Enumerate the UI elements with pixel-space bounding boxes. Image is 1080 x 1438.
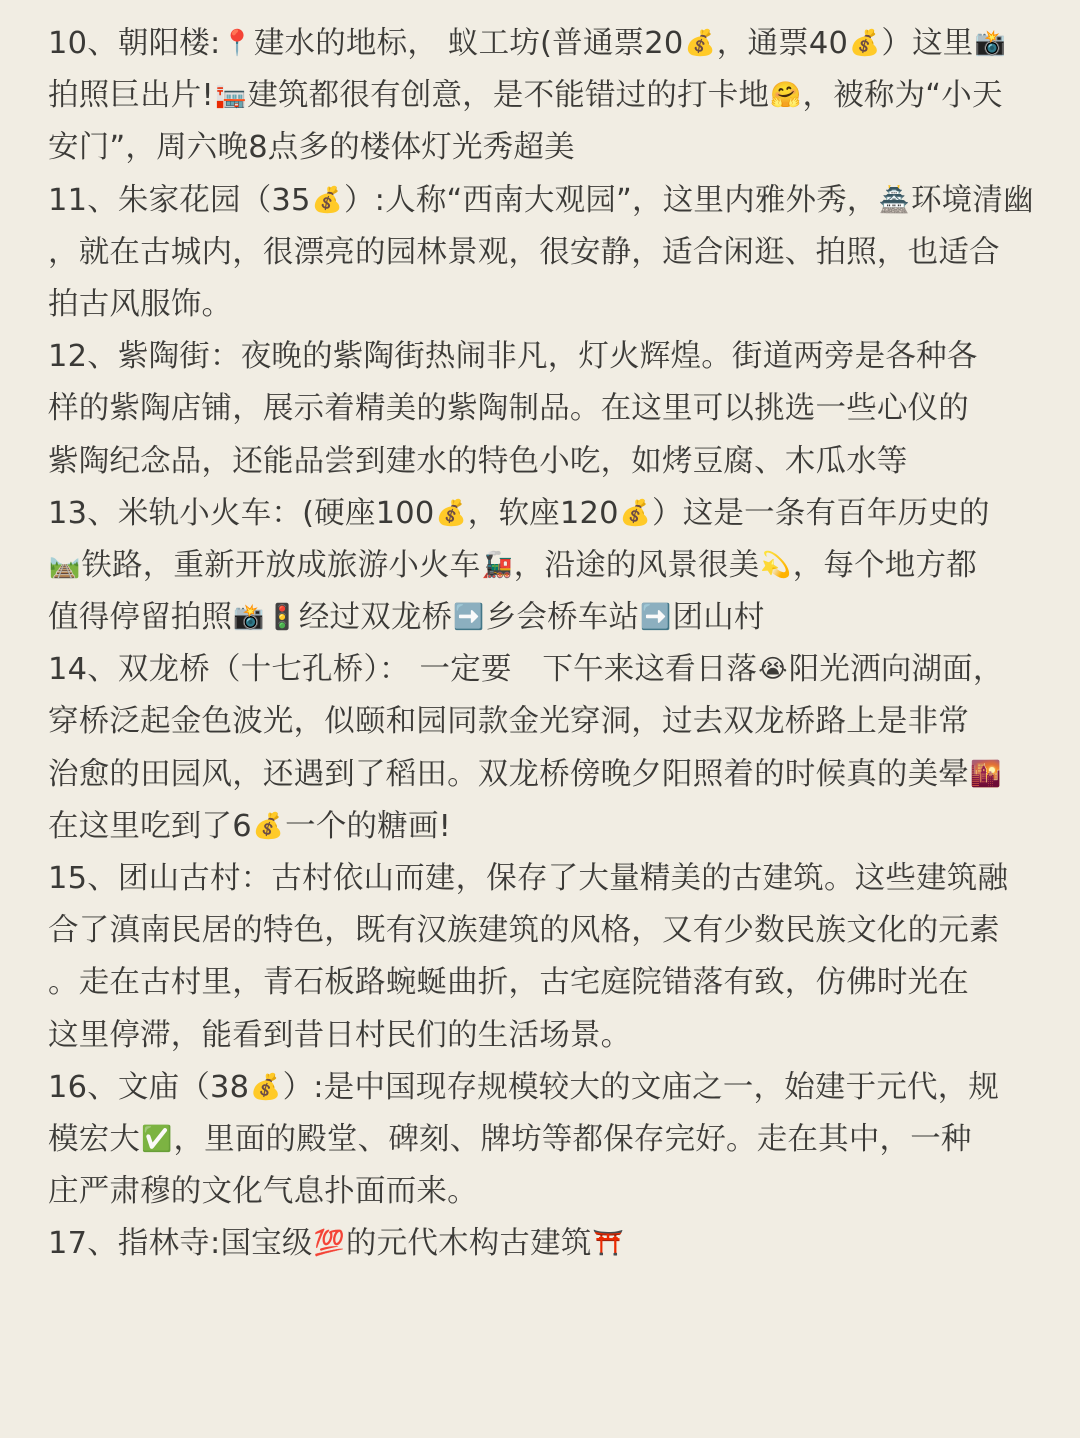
text-run: 值得停留拍照 [48,600,233,636]
text-run: 团山村 [672,600,765,636]
text-run: ）这是一条有百年历史的 [652,495,990,531]
text-run: 治愈的田园风，还遇到了稻田。双龙桥傍晚夕阳照着的时候真的美晕 [48,756,969,792]
railway-track-icon: 🛤️ [49,549,81,579]
money-bag-icon: 💰 [684,28,716,57]
text-line [48,279,1050,331]
text-run: 穿桥泛起金色波光，似颐和园同款金光穿洞，过去双龙桥路上是非常 [48,704,969,740]
hugging-face-icon: 🤗 [770,80,802,110]
money-bag-icon: 💰 [619,497,652,527]
text-line [48,1166,1050,1218]
text-run: ，里面的殿堂、碑刻、牌坊等都保存完好。走在其中，一种 [173,1121,972,1157]
text-run: 阳光洒向湖面， [788,652,1004,688]
text-run: ，就在古城内，很漂亮的园林景观，很安静，适合闲逛、拍照，也适合 [48,234,1000,270]
camera-icon: 📸 [233,602,265,632]
text-run: 庄严肃穆的文化气息扑面而来。 [48,1174,478,1210]
text-run: 模宏大 [48,1121,141,1157]
money-bag-icon: 💰 [435,497,467,527]
text-run: 14、双龙桥（十七孔桥）： 一定要 下午来这看日落 [48,652,758,688]
text-run: ，软座120 [467,495,619,531]
text-run: 12、紫陶街：夜晚的紫陶街热闹非凡，灯火辉煌。街道两旁是各种各 [48,339,978,375]
check-mark-icon: ✅ [141,1123,173,1153]
text-run: 建筑都很有创意，是不能错过的打卡地 [247,78,770,114]
text-run: 乡会桥车站 [485,600,640,636]
building-icon: 🏣 [214,80,247,110]
text-line [48,644,1050,696]
text-line [48,70,1050,122]
text-run: ）这里 [881,26,974,61]
text-line [48,18,1050,70]
text-run: 10、朝阳楼: [48,26,221,61]
text-run: 的元代木构古建筑 [345,1226,592,1262]
text-line [48,175,1050,227]
text-line [48,853,1050,905]
text-run: 17、指林寺:国宝级 [48,1226,313,1262]
locomotive-icon: 🚂 [481,549,513,579]
right-arrow-icon: ➡️ [453,602,485,632]
text-line [48,488,1050,540]
text-run: ，被称为“小天 [802,78,1003,114]
text-line [48,905,1050,957]
text-run: 安门”，周六晚8点多的楼体灯光秀超美 [48,130,575,166]
text-run: 拍古风服饰。 [48,286,233,322]
crying-face-icon: 😭 [758,654,788,684]
text-line [48,227,1050,279]
text-line [48,957,1050,1009]
hundred-points-icon: 💯 [313,1228,345,1258]
text-run: ，沿途的风景很美 [513,547,760,583]
money-bag-icon: 💰 [849,28,881,57]
dizzy-star-icon: 💫 [760,549,792,579]
text-run: ）:人称“西南大观园”，这里内雅外秀， [343,182,878,218]
text-line [48,1010,1050,1062]
text-run: 建水的地标， 蚁工坊(普通票20 [253,26,684,61]
text-line [48,801,1050,853]
right-arrow-icon: ➡️ [640,602,672,632]
pin-icon: 📍 [221,28,253,57]
money-bag-icon: 💰 [250,1071,282,1101]
text-run: 拍照巨出片! [48,78,214,114]
text-run: 11、朱家花园（35 [48,182,311,218]
text-run: 。走在古村里，青石板路蜿蜒曲折，古宅庭院错落有致，仿佛时光在 [48,965,969,1001]
text-line [48,1062,1050,1114]
text-run: 环境清幽 [910,182,1034,218]
text-run: 合了滇南民居的特色，既有汉族建筑的风格，又有少数民族文化的元素 [48,913,1000,949]
castle-icon: 🏯 [878,184,910,214]
text-line [48,1114,1050,1166]
text-run: ，通票40 [716,26,849,61]
text-run: 13、米轨小火车：(硬座100 [48,495,435,531]
text-line [48,1218,1050,1270]
text-run: 紫陶纪念品，还能品尝到建水的特色小吃，如烤豆腐、木瓜水等 [48,443,908,479]
shrine-gate-icon: ⛩️ [592,1228,624,1258]
text-run: 在这里吃到了6 [48,808,252,844]
text-run: 15、团山古村：古村依山而建，保存了大量精美的古建筑。这些建筑融 [48,861,1009,896]
text-line [48,331,1050,383]
text-line [48,592,1050,644]
text-run: 一个的糖画! [285,808,452,844]
text-body [48,18,1050,1271]
text-run: 样的紫陶店铺，展示着精美的紫陶制品。在这里可以挑选一些心仪的 [48,391,969,427]
text-line [48,436,1050,488]
text-run: 经过双龙桥 [298,600,453,636]
text-run: ）:是中国现存规模较大的文庙之一，始建于元代，规 [282,1069,1000,1105]
text-run: 铁路，重新开放成旅游小火车 [81,547,481,583]
text-run: 这里停滞，能看到昔日村民们的生活场景。 [48,1017,632,1053]
text-line [48,540,1050,592]
text-line [48,383,1050,435]
sunset-city-icon: 🌇 [970,758,1002,788]
text-line [48,696,1050,748]
money-bag-icon: 💰 [311,184,343,214]
camera-icon: 📸 [974,28,1006,57]
text-run: 16、文庙（38 [48,1069,250,1105]
money-bag-icon: 💰 [252,810,285,840]
text-line [48,749,1050,801]
traffic-light-icon: 🚦 [266,602,298,632]
text-line [48,122,1050,174]
text-run: ，每个地方都 [792,547,977,583]
